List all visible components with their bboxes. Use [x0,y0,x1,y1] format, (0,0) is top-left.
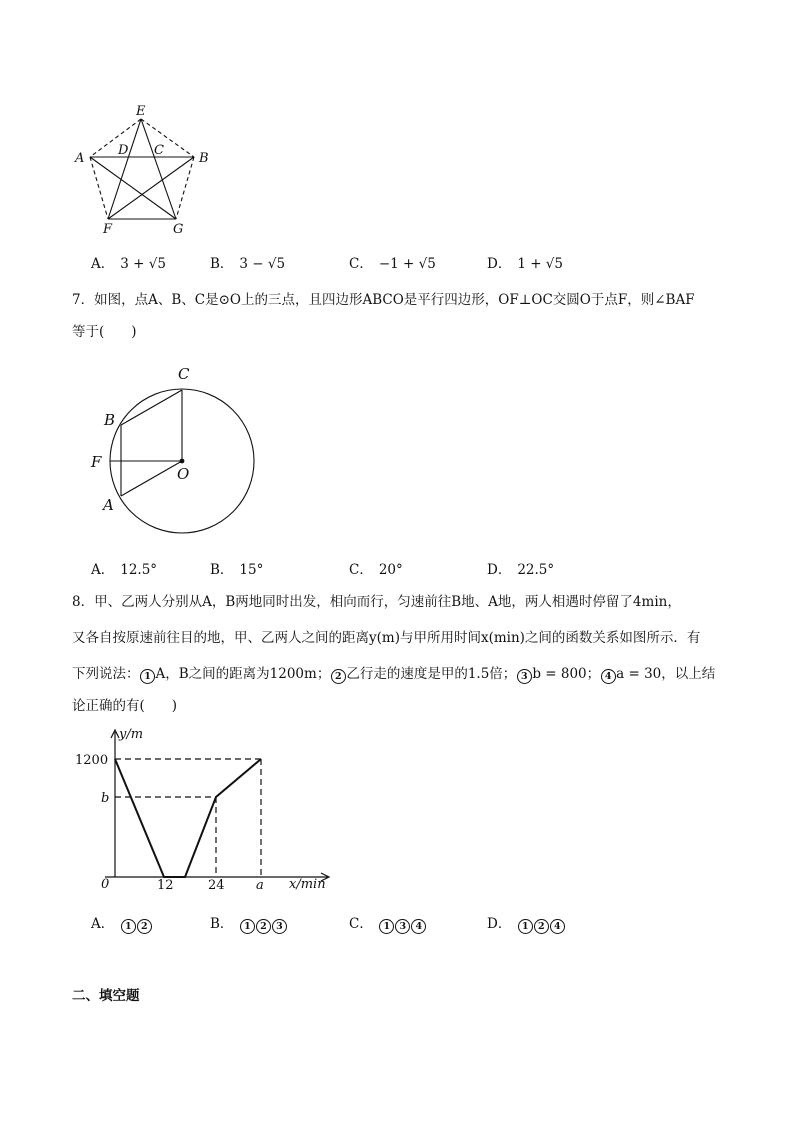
q8-stem-line3: 下列说法： 1 A，B之间的距离为1200m； 2 乙行走的速度是甲的1.5倍； 3 b = 800； 4 a = 30，以上结 [72,666,716,682]
label-B: B [199,151,209,166]
x-tick-a: a [256,878,264,893]
label-E: E [136,104,146,119]
label-A: A [75,151,85,166]
q7-option-a[interactable]: A． 12.5° [91,562,158,578]
label-F: F [91,453,102,471]
q7-stem-line1: 7．如图，点A、B、C是⊙O上的三点，且四边形ABCO是平行四边形，OF⊥OC交圆O于点F，则∠BAF [72,292,695,308]
label-A: A [103,496,114,514]
origin-label: 0 [101,877,110,892]
y-tick-1200: 1200 [75,753,109,768]
q6-option-a[interactable]: A． 3 + √5 [91,256,166,272]
q7-option-b[interactable]: B． 15° [210,562,264,578]
pentagram-figure [70,100,230,240]
label-F: F [103,222,113,237]
label-O: O [177,465,190,483]
distance-time-graph [70,722,340,900]
label-C: C [178,365,190,383]
q8-stem-line2: 又各自按原速前往目的地，甲、乙两人之间的距离y(m)与甲所用时间x(min)之间的函数关系如图所示．有 [72,630,701,646]
label-C: C [154,143,164,158]
q8-stem-line4: 论正确的有( ) [72,698,178,714]
q8-option-b[interactable]: B． 1 2 3 [210,914,287,934]
q7-option-d[interactable]: D． 22.5° [487,562,555,578]
q7-option-c[interactable]: C． 20° [349,562,403,578]
section-heading: 二、填空题 [72,988,140,1004]
circle-figure [85,360,265,540]
q6-option-c[interactable]: C． −1 + √5 [349,256,436,272]
q8-option-c[interactable]: C． 1 3 4 [349,914,427,934]
y-tick-b: b [101,791,110,806]
q6-option-b[interactable]: B． 3 − √5 [210,256,286,272]
x-axis-label: x/min [289,877,326,892]
label-D: D [118,143,129,158]
x-tick-12: 12 [157,878,174,893]
q8-stem-line1: 8．甲、乙两人分别从A，B两地同时出发，相向而行，匀速前往B地、A地，两人相遇时停留了4min， [72,594,681,610]
y-axis-label: y/m [119,727,144,742]
x-tick-24: 24 [208,878,225,893]
q8-option-d[interactable]: D． 1 2 4 [487,914,565,934]
label-B: B [104,411,116,429]
q6-option-d[interactable]: D． 1 + √5 [487,256,564,272]
q7-stem-line2: 等于( ) [72,324,137,340]
label-G: G [173,222,184,237]
q8-option-a[interactable]: A． 1 2 [91,914,152,934]
